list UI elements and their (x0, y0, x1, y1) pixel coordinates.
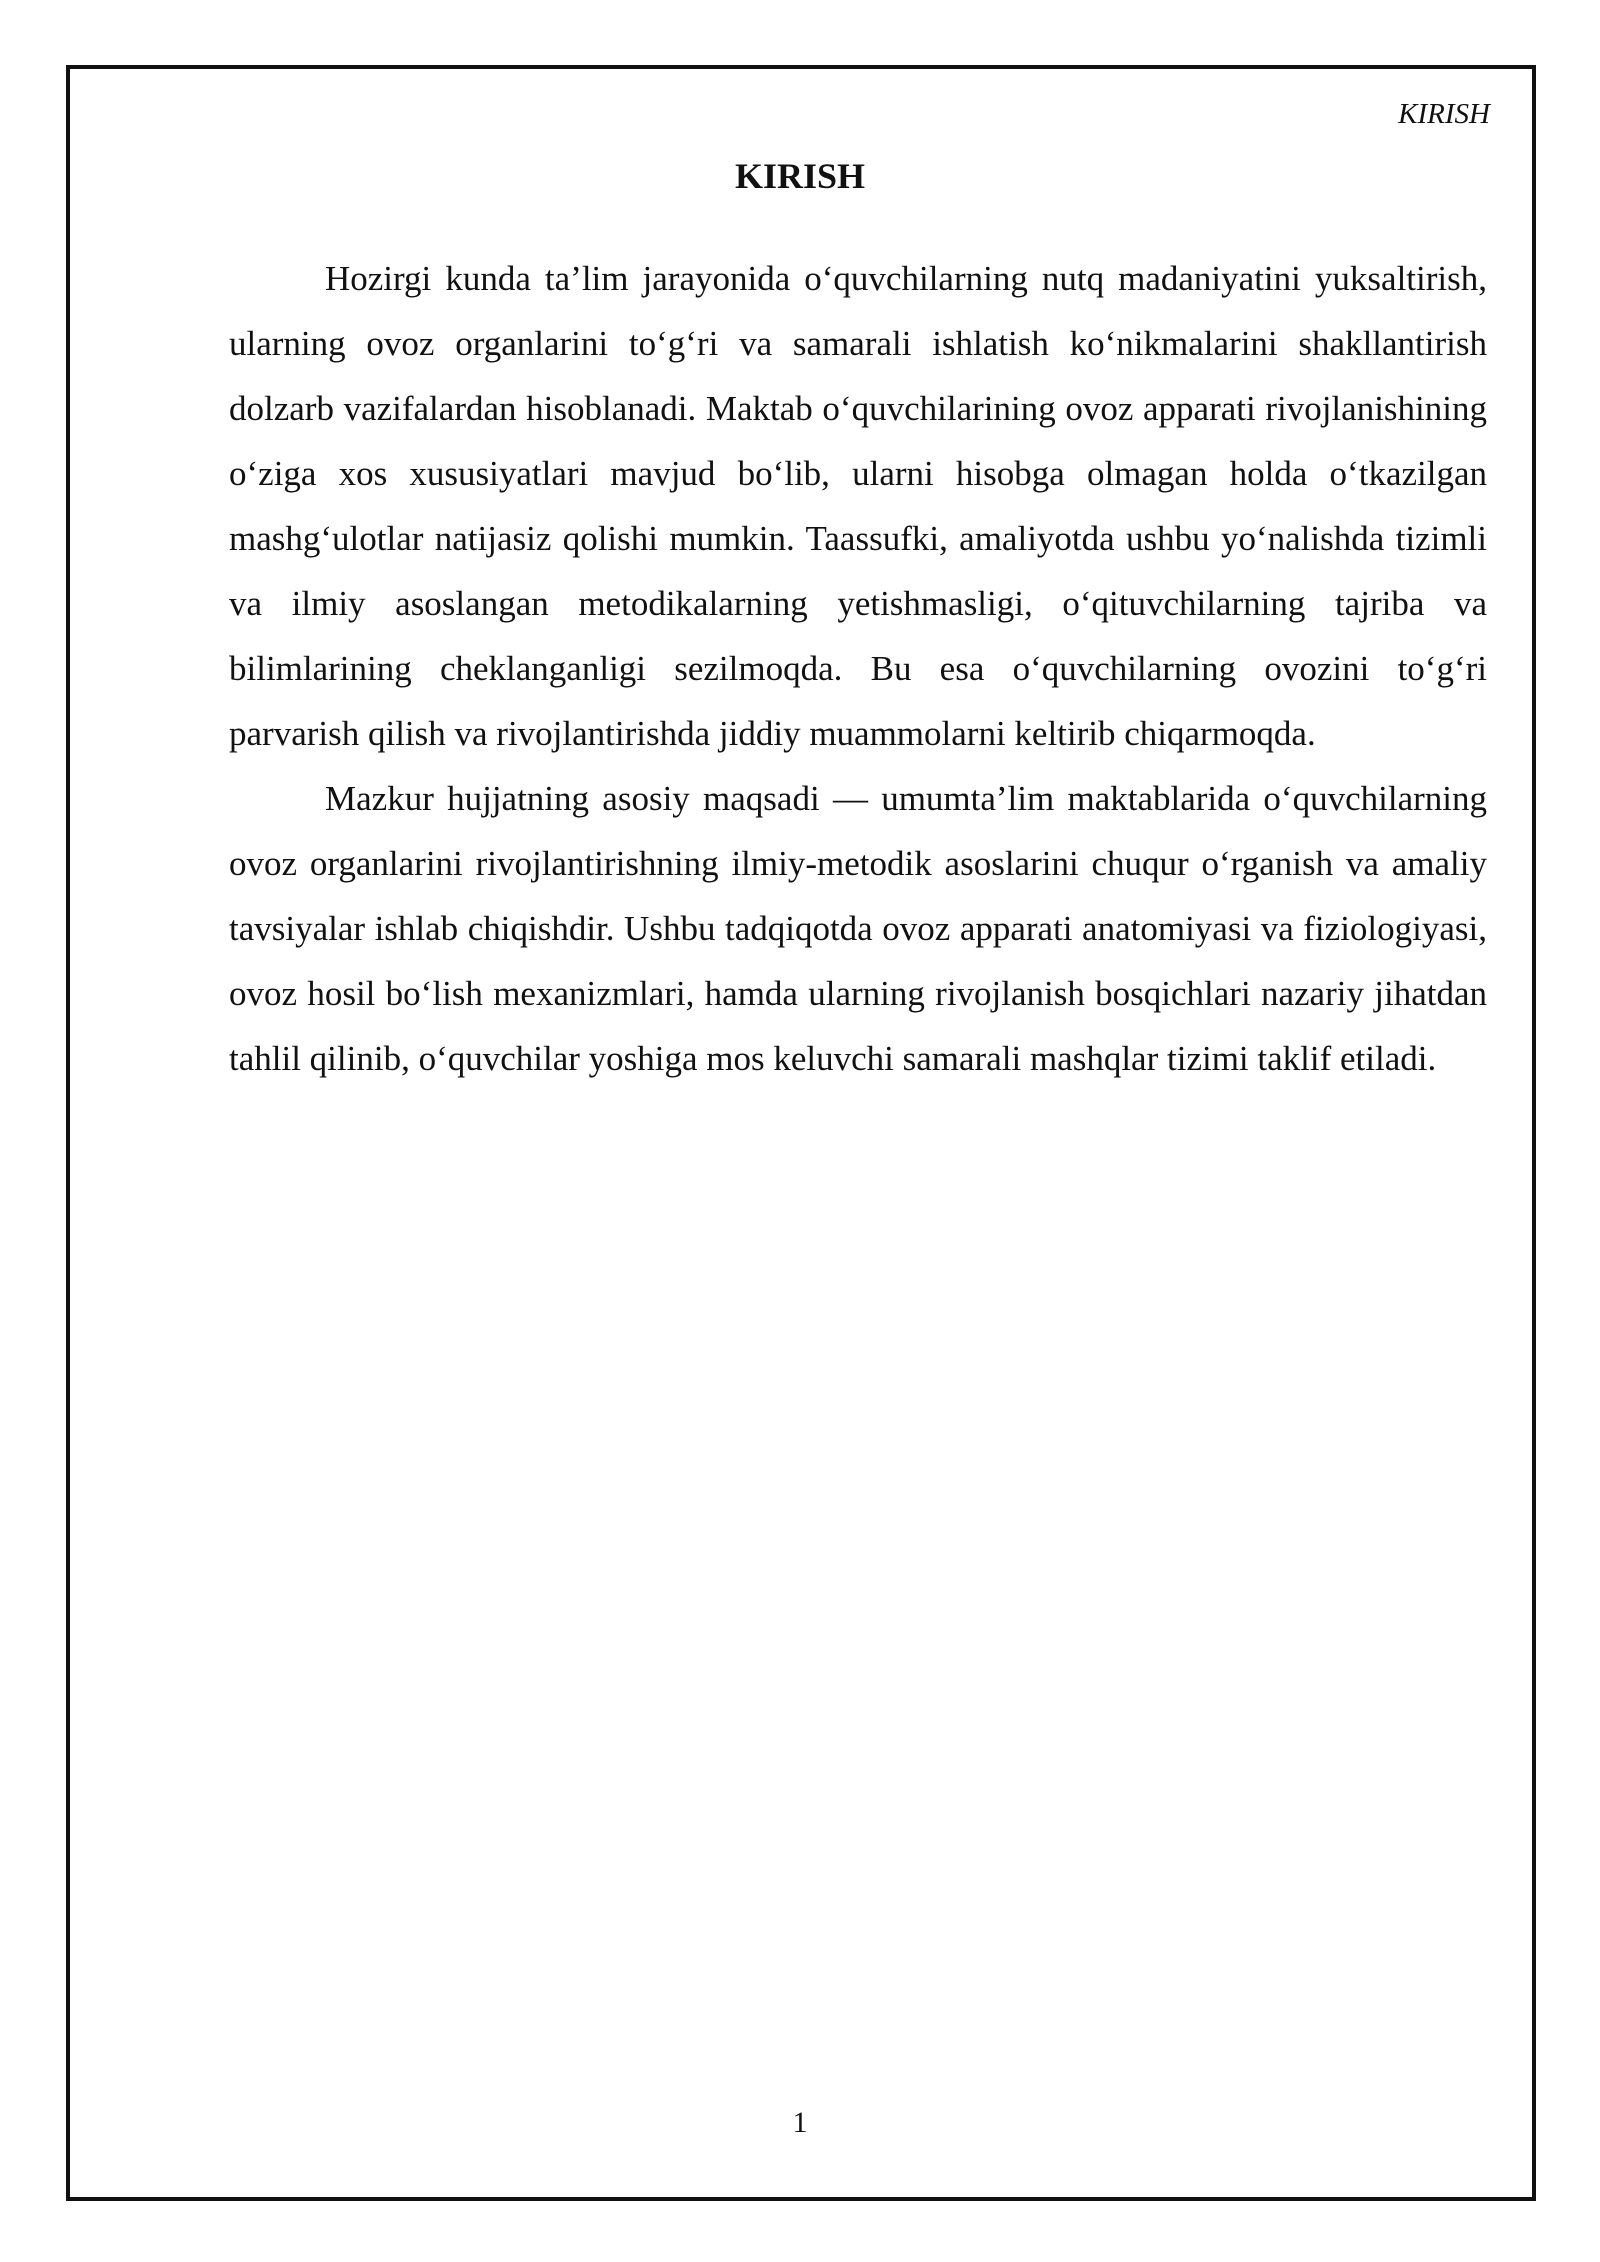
body-text (229, 246, 1487, 1091)
paragraph-1: Hozirgi kunda ta’lim jarayonida o‘quvchilarning nutq madaniyatini yuksaltirish, ularning ovoz organlarini to‘g‘ri va samarali ishlatish ko‘nikmalarini shakllantirish dolzarb vazifalardan hisoblanadi. Maktab o‘quvchilarining ovoz apparati rivojlanishining o‘ziga xos xususiyatlari mavjud bo‘lib, ularni hisobga olmagan holda o‘tkazilgan mashg‘ulotlar natijasiz qolishi mumkin. Taassufki, amaliyotda ushbu yo‘nalishda tizimli va ilmiy asoslangan metodikalarning yetishmasligi, o‘qituvchilarning tajriba va bilimlarining cheklanganligi sezilmoqda. Bu esa o‘quvchilarning ovozini to‘g‘ri parvarish qilish va rivojlantirishda jiddiy muammolarni keltirib chiqarmoqda. (229, 259, 1487, 753)
paragraph-2: Mazkur hujjatning asosiy maqsadi — umumta’lim maktablarida o‘quvchilarning ovoz organlarini rivojlantirishning ilmiy-metodik asoslarini chuqur o‘rganish va amaliy tavsiyalar ishlab chiqishdir. Ushbu tadqiqotda ovoz apparati anatomiyasi va fiziologiyasi, ovoz hosil bo‘lish mexanizmlari, hamda ularning rivojlanish bosqichlari nazariy jihatdan tahlil qilinib, o‘quvchilar yoshiga mos keluvchi samarali mashqlar tizimi taklif etiladi. (229, 779, 1487, 1078)
chapter-title: KIRISH (734, 156, 866, 196)
page-number: 1 (792, 2106, 808, 2139)
running-header: KIRISH (1398, 98, 1490, 130)
